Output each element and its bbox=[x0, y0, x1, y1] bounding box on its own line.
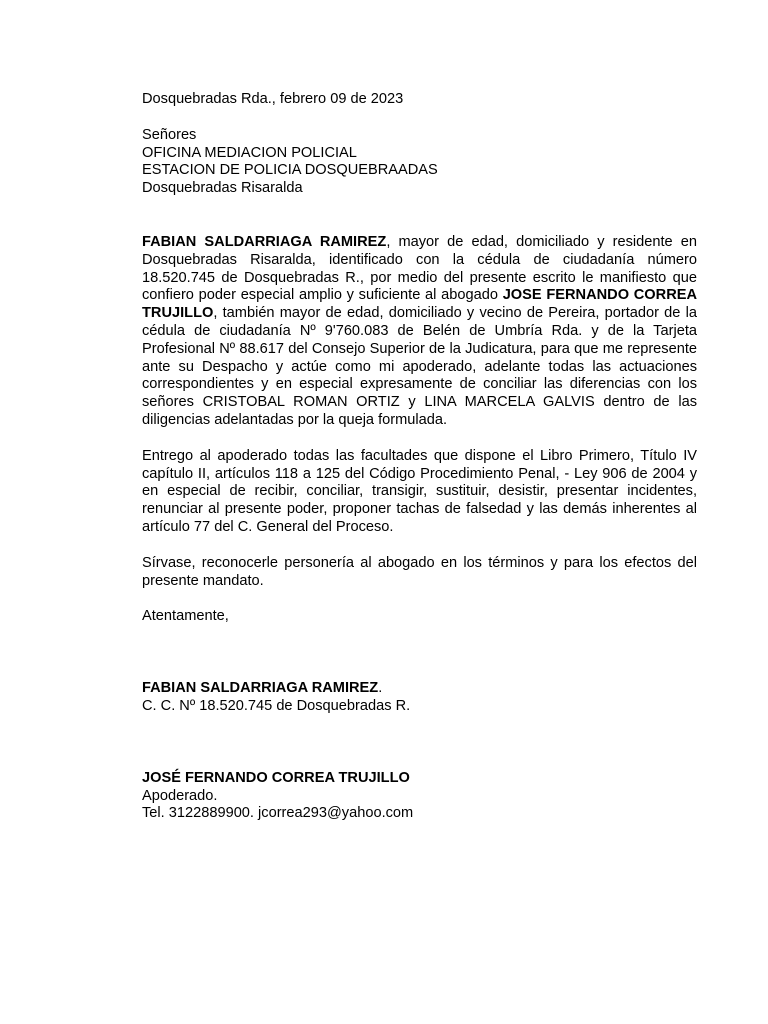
recipient-block bbox=[142, 127, 697, 198]
spacer bbox=[142, 430, 697, 448]
signature-block-grantor bbox=[142, 680, 697, 716]
closing-line: Atentamente, bbox=[142, 608, 229, 625]
spacer bbox=[142, 198, 697, 234]
grantor-signature-suffix: . bbox=[378, 680, 383, 697]
spacer bbox=[142, 537, 697, 555]
recipient-line-1: OFICINA MEDIACION POLICIAL bbox=[142, 144, 357, 161]
attorney-role: Apoderado. bbox=[142, 787, 218, 804]
attorney-signature-name-line bbox=[142, 770, 697, 788]
spacer bbox=[142, 109, 697, 127]
body-paragraph-1 bbox=[142, 234, 697, 430]
paragraph-1-text-b: , también mayor de edad, domiciliado y vecino de Pereira, portador de la cédula de ciudadanía Nº 9'760.083 de Belén de Umbría Rda. y de la Tarjeta Profesional Nº 88.617 del Consejo Superior de la Judicatura, para que me represente ante su Despacho y actúe como mi apoderado, adelante todas las actuaciones correspondientes y en especial expresamente de conciliar las diferencias con los señores CRISTOBAL ROMAN ORTIZ y LINA MARCELA GALVIS dentro de las diligencias adelantadas por la queja formulada. bbox=[142, 305, 697, 428]
recipient-line-3: Dosquebradas Risaralda bbox=[142, 180, 303, 197]
body-paragraph-3: Sírvase, reconocerle personería al abogado en los términos y para los efectos del presente mandato. bbox=[142, 554, 697, 589]
attorney-contact: Tel. 3122889900. jcorrea293@yahoo.com bbox=[142, 805, 414, 822]
spacer bbox=[142, 590, 697, 608]
attorney-name: JOSE FERNANDO CORREA TRUJILLO bbox=[142, 287, 698, 322]
grantor-name: FABIAN SALDARRIAGA RAMIREZ bbox=[142, 233, 387, 250]
signature-space bbox=[142, 626, 697, 680]
signature-block-attorney bbox=[142, 770, 697, 823]
recipient-salutation: Señores bbox=[142, 126, 197, 143]
date-line: Dosquebradas Rda., febrero 09 de 2023 bbox=[142, 91, 404, 107]
signature-space bbox=[142, 716, 697, 770]
attorney-signature-name: JOSÉ FERNANDO CORREA TRUJILLO bbox=[142, 769, 410, 786]
body-paragraph-2: Entrego al apoderado todas las facultades que dispone el Libro Primero, Título IV capítulo II, artículos 118 a 125 del Código Procedimiento Penal, - Ley 906 de 2004 y en especial de recibir, conciliar, transigir, sustituir, desistir, presentar incidentes, renunciar al presente poder, proponer tachas de falsedad y las demás inherentes al artículo 77 del C. General del Proceso. bbox=[142, 447, 697, 535]
grantor-signature-name-line bbox=[142, 680, 697, 698]
letter-page bbox=[142, 91, 697, 823]
grantor-id-line: C. C. Nº 18.520.745 de Dosquebradas R. bbox=[142, 697, 411, 714]
recipient-line-2: ESTACION DE POLICIA DOSQUEBRAADAS bbox=[142, 162, 438, 179]
grantor-signature-name: FABIAN SALDARRIAGA RAMIREZ bbox=[142, 680, 379, 697]
paragraph-1-text-a: , mayor de edad, domiciliado y residente en Dosquebradas Risaralda, identificado con la cédula de ciudadanía número 18.520.745 de Dosquebradas R., por medio del presente escrito le manifiesto que confiero poder especial amplio y suficiente al abogado bbox=[142, 233, 697, 304]
